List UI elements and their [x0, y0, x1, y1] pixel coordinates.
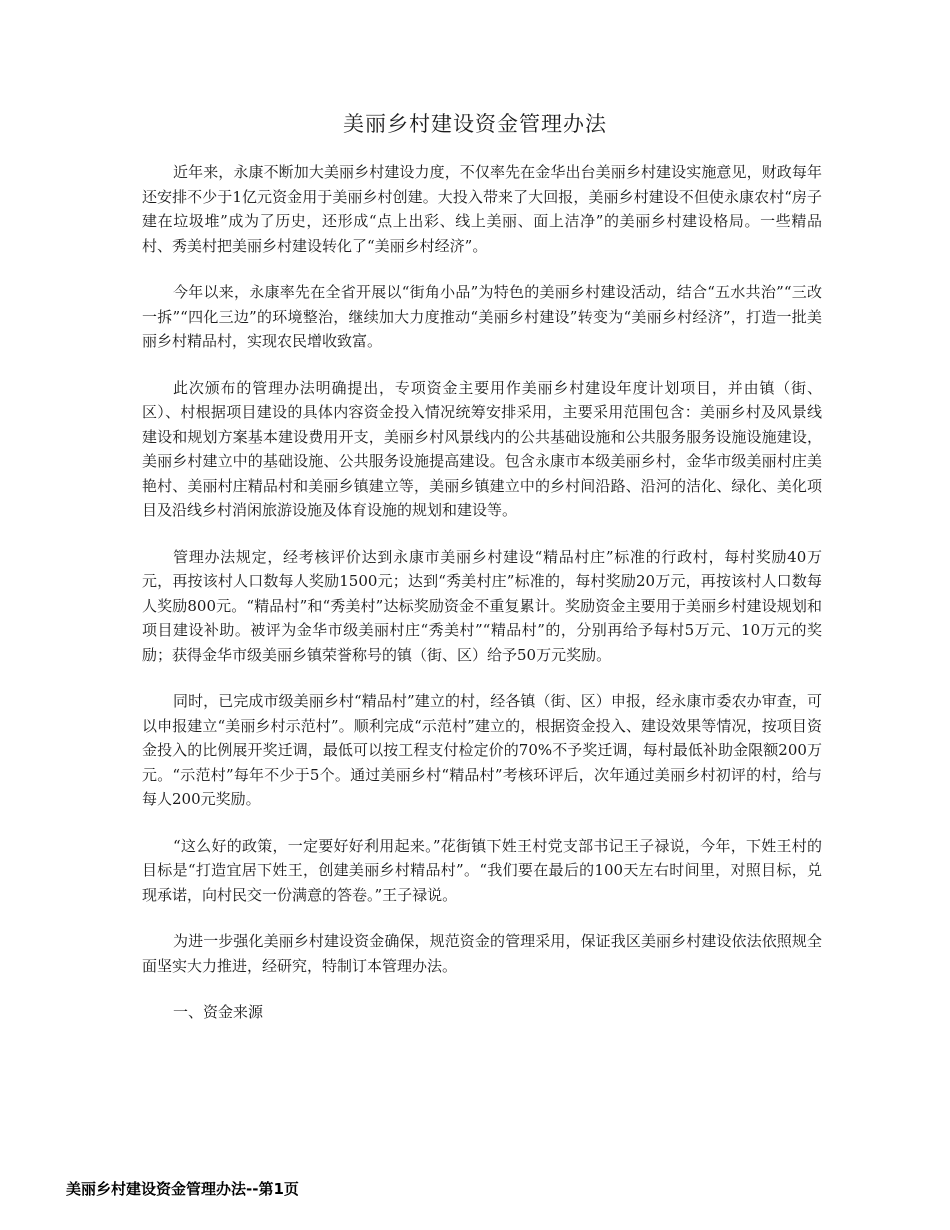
- paragraph-6: “这么好的政策，一定要好好利用起来。”花街镇下姓王村党支部书记王子禄说，今年，下姓王村的目标是“打造宜居下姓王，创建美丽乡村精品村”。“我们要在最后的100天左右时间里，对照目标，兑现承诺，向村民交一份满意的答卷。”王子禄说。: [142, 836, 822, 904]
- paragraph-2: 今年以来，永康率先在全省开展以“街角小品”为特色的美丽乡村建设活动，结合“五水共治”“三改一拆”“四化三边”的环境整治，继续加大力度推动“美丽乡村建设”转变为“美丽乡村经济”，打造一批美丽乡村精品村，实现农民增收致富。: [142, 283, 822, 350]
- paragraph-1: 近年来，永康不断加大美丽乡村建设力度，不仅率先在金华出台美丽乡村建设实施意见，财政每年还安排不少于1亿元资金用于美丽乡村创建。大投入带来了大回报，美丽乡村建设不但使永康农村“房子建在垃圾堆”成为了历史，还形成“点上出彩、线上美丽、面上洁净”的美丽乡村建设格局。一些精品村、秀美村把美丽乡村建设转化了“美丽乡村经济”。: [142, 163, 822, 255]
- document-title: 美丽乡村建设资金管理办法: [343, 112, 607, 136]
- paragraph-5: 同时，已完成市级美丽乡村“精品村”建立的村，经各镇（街、区）申报，经永康市委农办审查，可以申报建立“美丽乡村示范村”。顺利完成“示范村”建立的，根据资金投入、建设效果等情况，按项目资金投入的比例展开奖迁调，最低可以按工程支付检定价的70%不予奖迁调，每村最低补助金限额200万元。“示范村”每年不少于5个。通过美丽乡村“精品村”考核环评后，次年通过美丽乡村初评的村，给与每人200元奖励。: [142, 692, 822, 808]
- paragraph-4: 管理办法规定，经考核评价达到永康市美丽乡村建设“精品村庄”标准的行政村，每村奖励40万元，再按该村人口数每人奖励1500元；达到“秀美村庄”标准的，每村奖励20万元，再按该村人口数每人奖励800元。“精品村”和“秀美村”达标奖励资金不重复累计。奖励资金主要用于美丽乡村建设规划和项目建设补助。被评为金华市级美丽村庄“秀美村”“精品村”的，分别再给予每村5万元、10万元的奖励；获得金华市级美丽乡镇荣誉称号的镇（街、区）给予50万元奖励。: [142, 547, 822, 664]
- page-footer: 美丽乡村建设资金管理办法--第1页: [66, 1180, 299, 1198]
- paragraph-3: 此次颁布的管理办法明确提出，专项资金主要用作美丽乡村建设年度计划项目，并由镇（街、区）、村根据项目建设的具体内容资金投入情况统筹安排采用，主要采用范围包含：美丽乡村及风景线建设和规划方案基本建设费用开支，美丽乡村风景线内的公共基础设施和公共服务服务设施设施建设，美丽乡村建立中的基础设施、公共服务设施提高建设。包含永康市本级美丽乡村，金华市级美丽村庄美艳村、美丽村庄精品村和美丽乡镇建立等，美丽乡镇建立中的乡村间沿路、沿河的洁化、绿化、美化项目及沿线乡村消闲旅游设施及体育设施的规划和建设等。: [142, 378, 822, 519]
- document-body: [142, 160, 822, 1025]
- paragraph-7: 为进一步强化美丽乡村建设资金确保，规范资金的管理采用，保证我区美丽乡村建设依法依照规全面坚实大力推进，经研究，特制订本管理办法。: [142, 932, 822, 975]
- section-heading: 一、资金来源: [173, 1003, 264, 1021]
